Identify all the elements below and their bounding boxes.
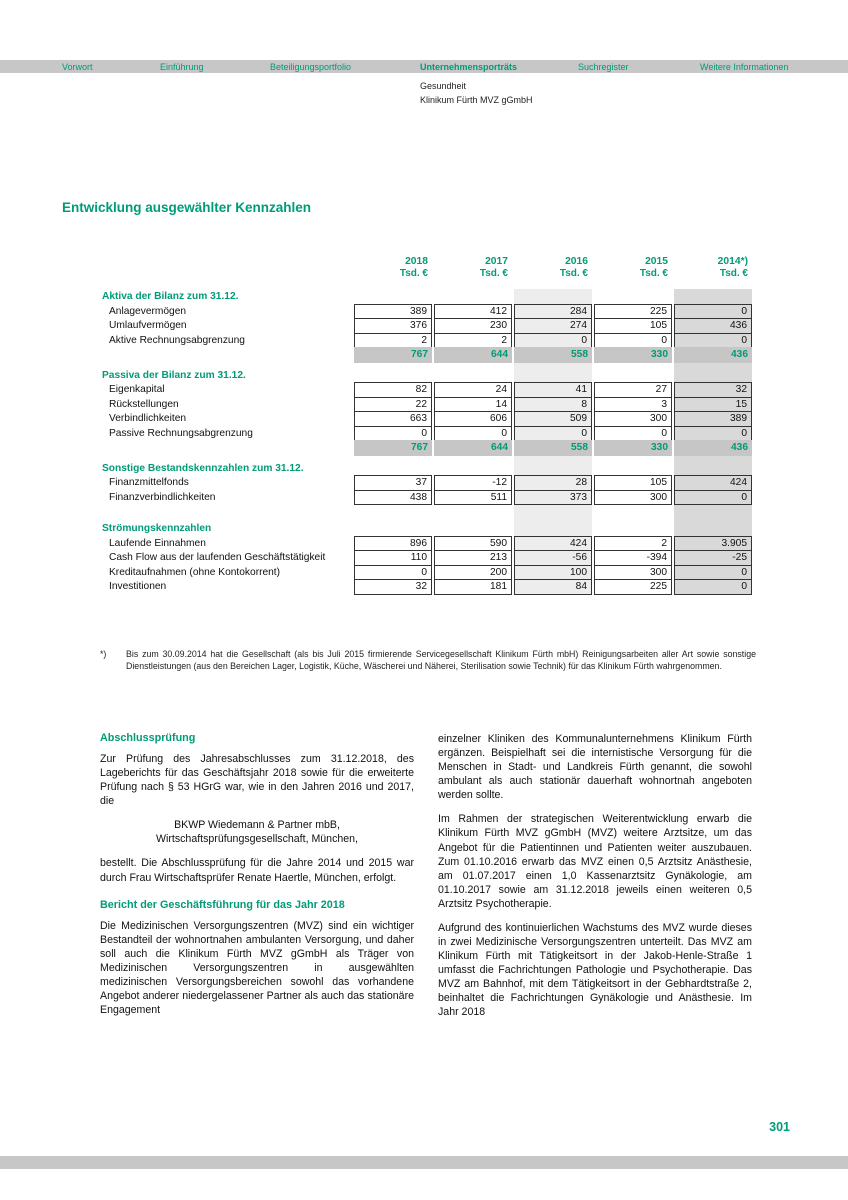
article-right-column [438, 732, 752, 1029]
value-cell: 412 [434, 304, 512, 320]
row-label: Umlaufvermögen [109, 320, 187, 332]
table-row-r-ckstellungen [100, 397, 752, 413]
nav-item-weitere-informationen[interactable]: Weitere Informationen [700, 61, 789, 72]
column-unit-label: Tsd. € [399, 268, 428, 279]
value-cell: 105 [594, 475, 672, 491]
article-left-column [100, 732, 414, 1029]
value-cell: 0 [594, 426, 672, 442]
empty-cell [514, 368, 592, 384]
breadcrumb-company: Klinikum Fürth MVZ gGmbH [420, 95, 533, 105]
column-year-label: 2015 [645, 256, 668, 267]
value-cell: 300 [594, 411, 672, 427]
column-year-label: 2017 [485, 256, 508, 267]
right-paragraph-2: Aufgrund des kontinuierlichen Wachstums des MVZ wurde dieses in zwei Medizinische Versorgungszentren unterteilt. Das MVZ am Klinikum Fürth mit Tätigkeitsort in der Jakob-Henle-Straße 1 umfasst die Fachrichtungen Pathologie und Psychotherapie. Das MVZ am Bahnhof, mit dem Tätigkeitsort in der Gebhardtstraße 2, beinhaltet die Fachrichtungen Gynäkologie und Anästhesie. Im Jahr 2018 [438, 921, 752, 1019]
empty-cell [594, 521, 672, 537]
right-paragraph-1: Im Rahmen der strategischen Weiterentwicklung erwarb die Klinikum Fürth MVZ gGmbH (MVZ) weitere Arztsitze, um das Angebot für die Patientinnen und Patienten weiter auszubauen. Zum 01.10.2016 erwarb das MVZ einen 0,5 Arztsitz Anästhesie, am 01.07.2017 einen 1,0 Kassenarztsitz Gynäkologie, am 01.10.2017 sowie am 31.12.2018 jeweils einen weiteren 0,5 Arztsitz Psychotherapie. [438, 813, 752, 910]
row-label: Investitionen [109, 581, 167, 593]
value-cell: 389 [674, 411, 752, 427]
page-number: 301 [769, 1120, 790, 1134]
value-cell: 509 [514, 411, 592, 427]
left-citation-2: BKWP Wiedemann & Partner mbB, Wirtschaftsprüfungsgesellschaft, München, [156, 819, 358, 846]
nav-item-suchregister[interactable]: Suchregister [578, 61, 629, 72]
value-cell: 2 [594, 536, 672, 552]
value-cell: 606 [434, 411, 512, 427]
value-cell: 376 [354, 318, 432, 334]
breadcrumb-section: Gesundheit [420, 81, 467, 91]
value-cell: 32 [354, 579, 432, 595]
value-cell: 0 [594, 333, 672, 349]
nav-item-unternehmensportr-ts[interactable]: Unternehmensporträts [420, 61, 518, 72]
empty-cell [594, 368, 672, 384]
value-cell: 37 [354, 475, 432, 491]
total-cell: 436 [674, 440, 752, 456]
value-cell: 32 [674, 382, 752, 398]
value-cell: 8 [514, 397, 592, 413]
column-unit-label: Tsd. € [559, 268, 588, 279]
row-label: Eigenkapital [109, 384, 165, 396]
table-row-passive-rechnungsabgrenzung [100, 426, 752, 442]
row-label: Laufende Einnahmen [109, 537, 206, 549]
empty-cell [434, 368, 512, 384]
table-row-aktive-rechnungsabgrenzung [100, 333, 752, 349]
row-label: Passive Rechnungsabgrenzung [109, 427, 253, 439]
empty-cell [514, 521, 592, 537]
table-row-anlageverm-gen [100, 304, 752, 320]
value-cell: 896 [354, 536, 432, 552]
right-paragraph-0: einzelner Kliniken des Kommunalunternehmens Klinikum Fürth ergänzen. Beispielhaft sei die internistische Versorgung für die Menschen in Stadt- und Landkreis Fürth genannt, die sowohl ambulant als auch stationär dauerhaft wohnortnah angeboten werden sollte. [438, 733, 752, 802]
nav-item-einf-hrung[interactable]: Einführung [160, 61, 204, 72]
empty-cell [674, 521, 752, 537]
value-cell: 82 [354, 382, 432, 398]
value-cell: 424 [514, 536, 592, 552]
row-label: Cash Flow aus der laufenden Geschäftstätigkeit [109, 552, 326, 564]
row-label: Finanzverbindlichkeiten [109, 491, 216, 503]
value-cell: 28 [514, 475, 592, 491]
nav-item-beteiligungsportfolio[interactable]: Beteiligungsportfolio [270, 61, 352, 72]
value-cell: 3 [594, 397, 672, 413]
empty-cell [674, 368, 752, 384]
table-row-eigenkapital [100, 382, 752, 398]
section-header-sonstige-bestandskennzahlen-zum-31-12 [100, 461, 752, 477]
value-cell: 0 [674, 304, 752, 320]
value-cell: 0 [514, 426, 592, 442]
page-title: Entwicklung ausgewählter Kennzahlen [62, 200, 312, 215]
value-cell: 300 [594, 490, 672, 506]
value-cell: 14 [434, 397, 512, 413]
total-row-passiva-der-bilanz-zum-31-12 [100, 440, 752, 456]
column-header-2015 [594, 256, 672, 280]
bottom-bar [0, 1156, 848, 1169]
value-cell: 100 [514, 565, 592, 581]
footnote-marker: *) [100, 649, 107, 659]
left-heading-0: Abschlussprüfung [100, 732, 196, 744]
empty-cell [434, 289, 512, 305]
row-label: Finanzmittelfonds [109, 477, 189, 489]
section-title: Passiva der Bilanz zum 31.12. [102, 369, 246, 381]
value-cell: 511 [434, 490, 512, 506]
empty-cell [674, 289, 752, 305]
value-cell: 590 [434, 536, 512, 552]
left-paragraph-1: Zur Prüfung des Jahresabschlusses zum 31.12.2018, des Lageberichts für das Geschäftsjahr 2018 sowie für die erweiterte Prüfung nach § 53 HGrG war, wie in den Jahren 2016 und 2017, die [100, 753, 414, 808]
value-cell: 274 [514, 318, 592, 334]
empty-cell [354, 461, 432, 477]
column-unit-label: Tsd. € [719, 268, 748, 279]
table-row-laufende-einnahmen [100, 536, 752, 552]
nav-item-vorwort[interactable]: Vorwort [62, 61, 93, 72]
section-title: Strömungskennzahlen [102, 523, 212, 535]
total-cell: 767 [354, 347, 432, 363]
column-header-2018 [354, 256, 432, 280]
left-heading-4: Bericht der Geschäftsführung für das Jahr 2018 [100, 898, 345, 911]
total-row-label [100, 440, 352, 456]
table-body [100, 289, 752, 595]
table-header-row [100, 256, 752, 280]
column-header-2016 [514, 256, 592, 280]
column-year-label: 2016 [565, 256, 588, 267]
value-cell: 41 [514, 382, 592, 398]
total-cell: 767 [354, 440, 432, 456]
value-cell: 230 [434, 318, 512, 334]
value-cell: 22 [354, 397, 432, 413]
value-cell: 2 [354, 333, 432, 349]
value-cell: 27 [594, 382, 672, 398]
empty-cell [354, 368, 432, 384]
empty-cell [594, 289, 672, 305]
section-header-aktiva-der-bilanz-zum-31-12 [100, 289, 752, 305]
value-cell: -56 [514, 550, 592, 566]
value-cell: 84 [514, 579, 592, 595]
value-cell: 0 [674, 565, 752, 581]
empty-cell [354, 521, 432, 537]
total-cell: 644 [434, 347, 512, 363]
row-label: Rückstellungen [109, 398, 179, 410]
row-label: Aktive Rechnungsabgrenzung [109, 334, 245, 346]
table-row-finanzmittelfonds [100, 475, 752, 491]
total-row-label [100, 347, 352, 363]
breadcrumb [420, 79, 533, 107]
left-paragraph-5: Die Medizinischen Versorgungszentren (MVZ) sind ein wichtiger Bestandteil der wohnortnahen ambulanten Versorgung, und daher soll auch die Klinikum Fürth MVZ gGmbH als Träger von Medizinischen Versorgungszentren in ausgewählten medizinischen Versorgungsbereichen sowohl das vorhandene Angebot anderer niedergelassener Partner als auch das stationäre Engagement [100, 919, 414, 1017]
total-cell: 330 [594, 347, 672, 363]
total-cell: 330 [594, 440, 672, 456]
table-row-investitionen [100, 579, 752, 595]
total-row-aktiva-der-bilanz-zum-31-12 [100, 347, 752, 363]
kennzahlen-table [100, 256, 752, 595]
value-cell: 105 [594, 318, 672, 334]
empty-cell [434, 521, 512, 537]
total-cell: 644 [434, 440, 512, 456]
column-year-label: 2018 [405, 256, 428, 267]
value-cell: -394 [594, 550, 672, 566]
footnote [100, 648, 756, 673]
total-cell: 436 [674, 347, 752, 363]
value-cell: 438 [354, 490, 432, 506]
value-cell: 424 [674, 475, 752, 491]
value-cell: 0 [354, 565, 432, 581]
table-row-cash-flow-aus-der-laufenden-gesch-ftst-tigkeit [100, 550, 752, 566]
empty-cell [354, 289, 432, 305]
row-label: Verbindlichkeiten [109, 413, 187, 425]
value-cell: 0 [354, 426, 432, 442]
value-cell: -25 [674, 550, 752, 566]
column-year-label: 2014*) [717, 256, 748, 267]
empty-cell [514, 289, 592, 305]
value-cell: 436 [674, 318, 752, 334]
empty-cell [674, 461, 752, 477]
footnote-text: Bis zum 30.09.2014 hat die Gesellschaft (als bis Juli 2015 firmierende Servicegesellschaft Klinikum Fürth mbH) Reinigungsarbeiten aller Art sowie sonstige Dienstleistungen (aus den Bereichen Lager, Logistik, Küche, Wäscherei und Näherei, Sterilisation sowie Technik) für das Klinikum Fürth wahrgenommen. [126, 649, 756, 672]
value-cell: 15 [674, 397, 752, 413]
column-unit-label: Tsd. € [479, 268, 508, 279]
value-cell: 0 [514, 333, 592, 349]
table-row-kreditaufnahmen-ohne-kontokorrent [100, 565, 752, 581]
value-cell: 389 [354, 304, 432, 320]
value-cell: 2 [434, 333, 512, 349]
column-unit-label: Tsd. € [639, 268, 668, 279]
row-label: Kreditaufnahmen (ohne Kontokorrent) [109, 566, 281, 578]
value-cell: 284 [514, 304, 592, 320]
value-cell: 110 [354, 550, 432, 566]
value-cell: 181 [434, 579, 512, 595]
section-title: Aktiva der Bilanz zum 31.12. [102, 291, 239, 303]
article [100, 732, 752, 1029]
table-corner [100, 256, 352, 280]
value-cell: 0 [674, 579, 752, 595]
section-header-passiva-der-bilanz-zum-31-12 [100, 368, 752, 384]
section-title: Sonstige Bestandskennzahlen zum 31.12. [102, 462, 304, 474]
column-header-2017 [434, 256, 512, 280]
value-cell: 300 [594, 565, 672, 581]
value-cell: 213 [434, 550, 512, 566]
table-row-umlaufverm-gen [100, 318, 752, 334]
value-cell: 0 [434, 426, 512, 442]
table-row-finanzverbindlichkeiten [100, 490, 752, 506]
left-paragraph-3: bestellt. Die Abschlussprüfung für die Jahre 2014 und 2015 war durch Frau Wirtschaftsprüfer Renate Haertle, München, erfolgt. [100, 857, 414, 884]
value-cell: 200 [434, 565, 512, 581]
empty-cell [594, 461, 672, 477]
value-cell: 663 [354, 411, 432, 427]
total-cell: 558 [514, 347, 592, 363]
value-cell: 24 [434, 382, 512, 398]
value-cell: 225 [594, 304, 672, 320]
empty-cell [434, 461, 512, 477]
column-header-2014 [674, 256, 752, 280]
total-cell: 558 [514, 440, 592, 456]
value-cell: 0 [674, 333, 752, 349]
value-cell: 3.905 [674, 536, 752, 552]
section-header-str-mungskennzahlen [100, 521, 752, 537]
top-nav-bar [0, 60, 848, 73]
row-label: Anlagevermögen [109, 305, 187, 317]
table-row-verbindlichkeiten [100, 411, 752, 427]
value-cell: -12 [434, 475, 512, 491]
value-cell: 373 [514, 490, 592, 506]
value-cell: 225 [594, 579, 672, 595]
value-cell: 0 [674, 490, 752, 506]
value-cell: 0 [674, 426, 752, 442]
empty-cell [514, 461, 592, 477]
